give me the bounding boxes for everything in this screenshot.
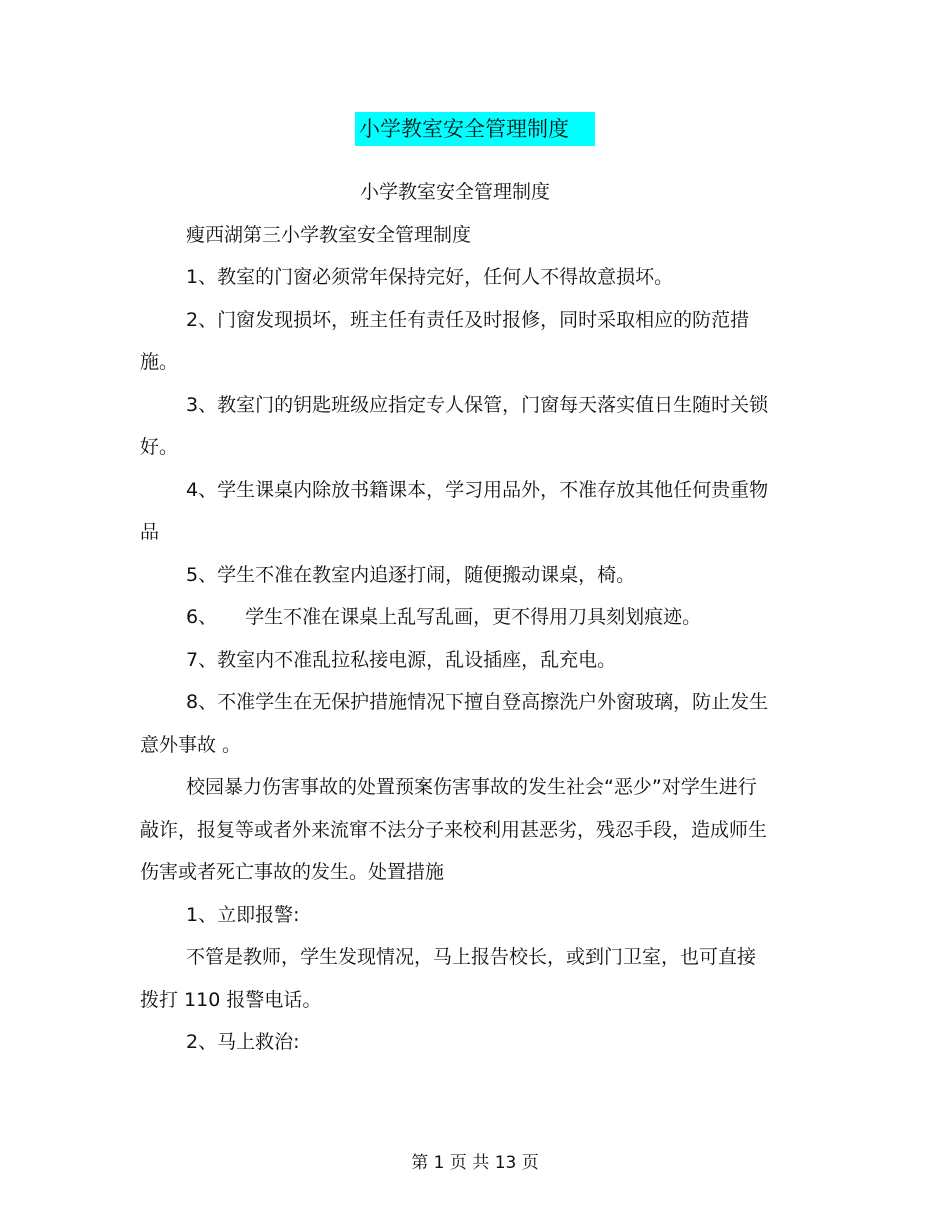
document-body [140,171,770,1064]
document-title-highlighted: 小学教室安全管理制度 [355,112,595,146]
rule-6-number: 6、 [186,606,218,628]
paragraph-rule-1: 1、教室的门窗必须常年保持完好，任何人不得故意损坏。 [186,266,674,288]
paragraph-rule-7: 7、教室内不准乱拉私接电源，乱设插座，乱充电。 [186,648,617,671]
page-number-footer: 第 1 页 共 13 页 [411,1153,539,1173]
paragraph-rule-3: 3、教室门的钥匙班级应指定专人保管，门窗每天落实值日生随时关锁好。 [140,393,769,458]
paragraph-school-name: 瘦西湖第三小学教室安全管理制度 [186,223,472,246]
paragraph-step-1: 1、立即报警: [186,903,300,926]
paragraph-step-1-detail: 不管是教师，学生发现情况，马上报告校长，或到门卫室，也可直接拨打 110 报警电话。 [140,946,757,1011]
paragraph-rule-8: 8、不准学生在无保护措施情况下擅自登高擦洗户外窗玻璃，防止发生意外事故 。 [140,691,769,756]
paragraph-rule-4: 4、学生课桌内除放书籍课本，学习用品外，不准存放其他任何贵重物品 [140,478,769,543]
document-subtitle: 小学教室安全管理制度 [359,181,550,203]
paragraph-violence-plan: 校园暴力伤害事故的处置预案伤害事故的发生社会“恶少”对学生进行敲诈，报复等或者外来流窜不法分子来校利用甚恶劣，残忍手段，造成师生伤害或者死亡事故的发生。处置措施 [140,776,768,883]
rule-6-text: 学生不准在课桌上乱写乱画，更不得用刀具刻划痕迹。 [245,606,702,628]
paragraph-step-2: 2、马上救治: [186,1031,300,1053]
paragraph-rule-5: 5、学生不准在教室内追逐打闹，随便搬动课桌，椅。 [186,563,636,586]
paragraph-rule-2: 2、门窗发现损坏，班主任有责任及时报修，同时采取相应的防范措施。 [140,308,750,373]
document-title-block [0,112,950,146]
paragraph-rule-6 [140,596,770,639]
